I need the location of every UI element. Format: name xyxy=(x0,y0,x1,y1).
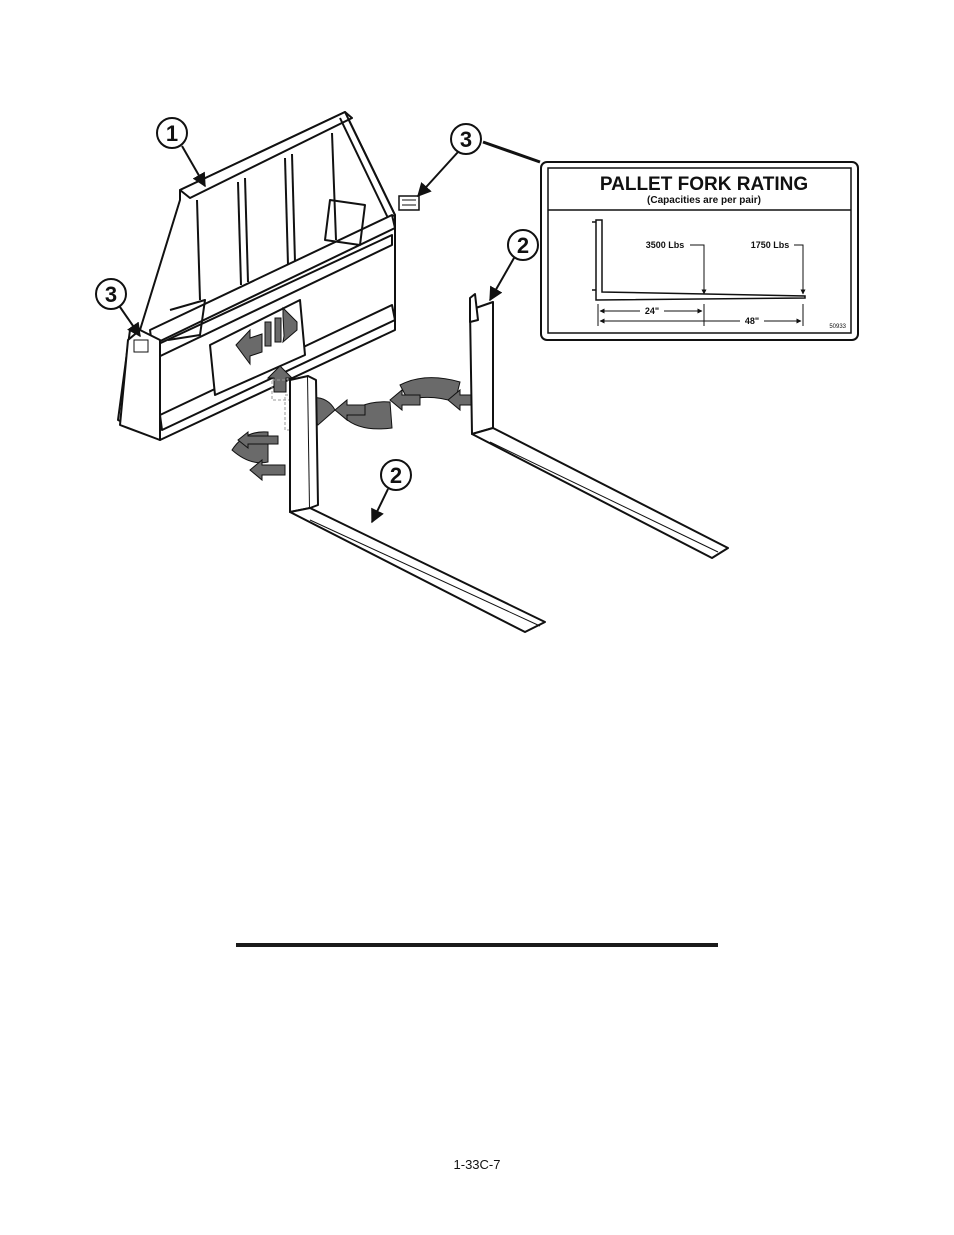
svg-text:2: 2 xyxy=(389,463,403,488)
decal-load-near: 3500 Lbs xyxy=(645,240,685,250)
fork-frame xyxy=(118,112,395,440)
decal-title: PALLET FORK RATING xyxy=(599,174,809,195)
pallet-fork-rating-decal xyxy=(541,162,858,340)
callout-3-top xyxy=(418,124,540,196)
svg-text:3: 3 xyxy=(104,282,118,307)
decal-dist-far: 48" xyxy=(744,316,760,326)
callout-2-lower xyxy=(372,460,411,522)
frame-decal-mini xyxy=(399,196,419,210)
svg-text:1: 1 xyxy=(165,121,179,146)
horizontal-rule xyxy=(236,943,718,947)
svg-text:2: 2 xyxy=(516,233,530,258)
decal-part-code: 50933 xyxy=(829,324,846,330)
decal-load-far: 1750 Lbs xyxy=(750,240,790,250)
callout-2-upper xyxy=(490,230,538,300)
decal-subtitle: (Capacities are per pair) xyxy=(647,195,761,206)
decal-dist-near: 24" xyxy=(644,306,660,316)
page-number: 1-33C-7 xyxy=(453,1157,501,1172)
svg-text:3: 3 xyxy=(459,127,473,152)
callout-1 xyxy=(157,118,205,186)
callout-3-left xyxy=(96,279,140,336)
